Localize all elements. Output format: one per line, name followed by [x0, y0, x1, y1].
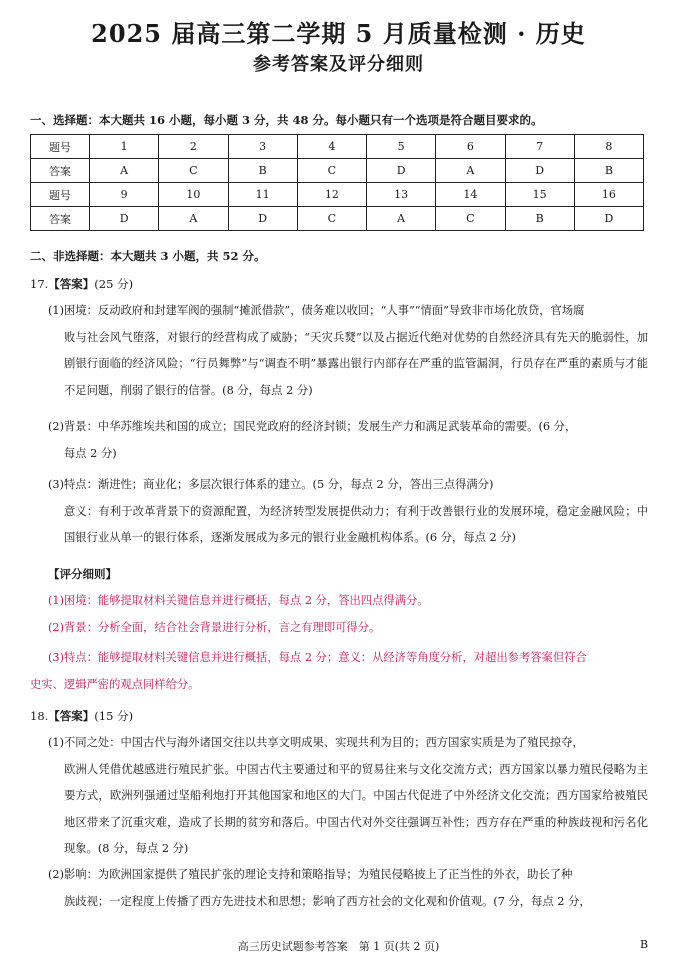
row-label-answer: 答案	[31, 207, 90, 231]
table-cell: A	[436, 159, 505, 183]
q17-part3	[48, 472, 648, 552]
table-cell: 10	[159, 183, 228, 207]
table-cell: 15	[505, 183, 574, 207]
table-cell: 12	[297, 183, 366, 207]
q17-part2-first-line: (2)背景：中华苏维埃共和国的成立；国民党政府的经济封锁；发展生产力和满足武装革命的需要。(6 分，	[48, 420, 577, 433]
q17-part3-first-line: (3)特点：渐进性；商业化；多层次银行体系的建立。(5 分，每点 2 分，答出三点得满分)	[48, 478, 494, 491]
q17-part3-meaning: 意义：有利于改革背景下的资源配置，为经济转型发展提供动力；有利于改善银行业的发展环境，稳定金融风险；中国银行业从单一的银行体系，逐渐发展成为多元的银行业金融机构体系。(6 分，每点 2 分)	[64, 504, 648, 544]
page-subtitle: 参考答案及评分细则	[253, 54, 424, 75]
table-cell: D	[90, 207, 159, 231]
table-row-answers-1	[31, 159, 644, 183]
table-cell: 16	[574, 183, 643, 207]
q18-part1-continuation: 欧洲人凭借优越感进行殖民扩张。中国古代主要通过和平的贸易往来与文化交流方式；西方国家以暴力殖民侵略为主要方式，欧洲列强通过坚船利炮打开其他国家和地区的大门。中国古代促进了中外经济文化交流；西方国家给被殖民地区带来了沉重灾难，造成了长期的贫穷和落后。中国古代对外交往强调互补性；西方存在严重的种族歧视和污名化现象。(8 分，每点 2 分)	[64, 762, 648, 855]
row-label-question: 题号	[31, 183, 90, 207]
table-cell: B	[228, 159, 297, 183]
row-label-answer: 答案	[31, 159, 90, 183]
q17-rubric-3-first-line: (3)特点：能够提取材料关键信息并进行概括，每点 2 分；意义：从经济等角度分析，对超出参考答案但符合	[48, 651, 587, 664]
table-cell: D	[228, 207, 297, 231]
table-cell: D	[367, 159, 436, 183]
page-footer: 高三历史试题参考答案 第 1 页(共 2 页)	[237, 940, 440, 953]
q18-answer-tag: 【答案】	[48, 709, 95, 723]
table-cell: A	[159, 207, 228, 231]
table-cell: 13	[367, 183, 436, 207]
table-cell: 11	[228, 183, 297, 207]
q17-answer-tag: 【答案】	[48, 277, 95, 291]
q17-part2	[48, 414, 648, 467]
q18-score: (15 分)	[94, 709, 134, 723]
table-cell: A	[367, 207, 436, 231]
q17-part2-continuation: 每点 2 分)	[64, 446, 117, 460]
q17-part1-continuation: 败与社会风气堕落，对银行的经营构成了威胁；“天灾兵燹”以及占据近代绝对优势的自然经济具有先天的脆弱性，加剧银行面临的经济风险；“行员舞弊”与“调查不明”暴露出银行内部存在严重的监管漏洞，行员存在严重的素质与才能不足问题，削弱了银行的信誉。(8 分，每点 2 分)	[64, 330, 648, 397]
table-cell: C	[436, 207, 505, 231]
q18-part2-continuation: 族歧视；一定程度上传播了西方先进技术和思想；影响了西方社会的文化观和价值观。(7 分，每点 2 分，	[64, 894, 591, 908]
table-cell: D	[505, 159, 574, 183]
q17-part1-first-line: (1)困境：反动政府和封建军阀的强制“摊派借款”，债务难以收回；“人事”“情面”导致非市场化放贷，官场腐	[48, 304, 585, 317]
table-cell: 2	[159, 135, 228, 159]
table-cell: 14	[436, 183, 505, 207]
table-cell: C	[159, 159, 228, 183]
table-cell: 1	[90, 135, 159, 159]
table-row-numbers-1	[31, 135, 644, 159]
table-cell: 3	[228, 135, 297, 159]
q17-rubric-3	[30, 645, 648, 698]
table-cell: B	[505, 207, 574, 231]
table-cell: 7	[505, 135, 574, 159]
table-cell: 5	[367, 135, 436, 159]
table-cell: 6	[436, 135, 505, 159]
q18-heading	[30, 708, 133, 724]
q17-rubric-1: (1)困境：能够提取材料关键信息并进行概括，每点 2 分，答出四点得满分。	[48, 594, 429, 607]
table-cell: 8	[574, 135, 643, 159]
table-cell: D	[574, 207, 643, 231]
part2-heading: 二、非选择题：本大题共 3 小题，共 52 分。	[30, 249, 266, 263]
table-row-numbers-2	[31, 183, 644, 207]
q17-rubric-heading: 【评分细则】	[48, 567, 117, 581]
version-label: B	[640, 938, 649, 951]
q17-number: 17.	[30, 277, 49, 291]
table-cell: 4	[297, 135, 366, 159]
q18-part1	[48, 730, 648, 863]
answer-table	[30, 134, 644, 231]
part1-heading: 一、选择题：本大题共 16 小题，每小题 3 分，共 48 分。每小题只有一个选项是符合题目要求的。	[30, 113, 543, 127]
q17-rubric-3-continuation: 史实、逻辑严密的观点同样给分。	[30, 677, 200, 691]
q17-score: (25 分)	[94, 277, 134, 291]
q18-part2-first-line: (2)影响：为欧洲国家提供了殖民扩张的理论支持和策略指导；为殖民侵略披上了正当性的外衣，助长了种	[48, 868, 573, 881]
table-cell: A	[90, 159, 159, 183]
table-cell: 9	[90, 183, 159, 207]
q18-part1-first-line: (1)不同之处：中国古代与海外诸国交往以共享文明成果、实现共利为目的；西方国家实质是为了殖民掠夺，	[48, 736, 584, 749]
q18-number: 18.	[30, 709, 49, 723]
q17-heading	[30, 276, 133, 292]
table-row-answers-2	[31, 207, 644, 231]
q17-part1	[48, 298, 648, 404]
row-label-question: 题号	[31, 135, 90, 159]
table-cell: B	[574, 159, 643, 183]
page-title: 2025 届高三第二学期 5 月质量检测 · 历史	[91, 19, 586, 48]
table-cell: C	[297, 207, 366, 231]
table-cell: C	[297, 159, 366, 183]
q18-part2	[48, 862, 648, 915]
q17-rubric-2: (2)背景：分析全面，结合社会背景进行分析，言之有理即可得分。	[48, 621, 381, 634]
